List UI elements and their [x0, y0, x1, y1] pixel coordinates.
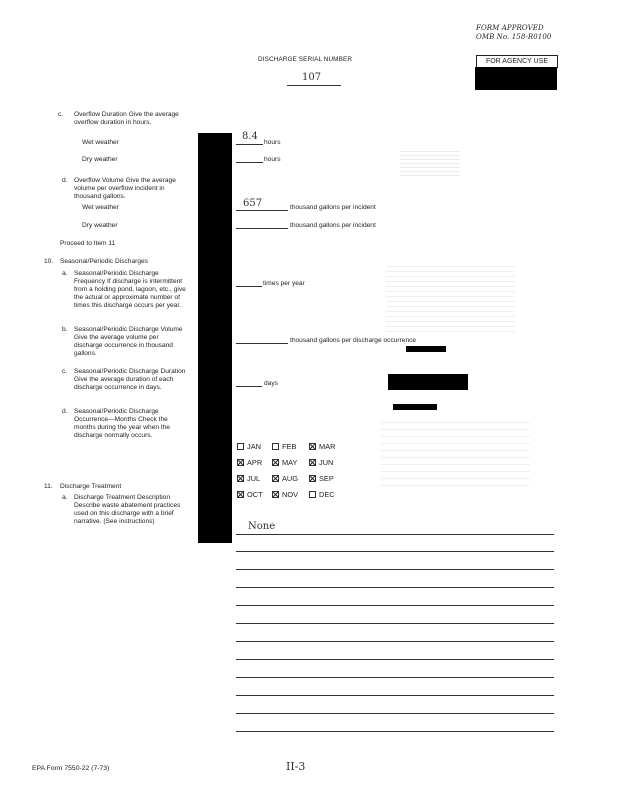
serial-number-line [287, 85, 341, 86]
proceed-note: Proceed to Item 11 [60, 240, 116, 247]
month-checkbox-apr[interactable]: APR [237, 458, 262, 467]
checkbox-box-checked [237, 491, 244, 498]
item-10d-text: Seasonal/Periodic Discharge Occurrence—Months Check the months during the year when the discharge normally occurs. [74, 408, 171, 439]
month-checkbox-jul[interactable]: JUL [237, 474, 260, 483]
item-c-dry-line [236, 162, 263, 163]
checkbox-box-checked [272, 459, 279, 466]
item-d-title: Overflow Volume Give the average volume per overflow incident in thousand gallons. [74, 177, 176, 200]
redaction-d [393, 404, 437, 410]
month-checkbox-oct[interactable]: OCT [237, 490, 263, 499]
item-c-wet-label: Wet weather [82, 139, 119, 146]
checkbox-box [237, 443, 244, 450]
narrative-line [236, 605, 554, 606]
item-10a-line [236, 286, 262, 287]
item-11-title: Discharge Treatment [60, 483, 122, 490]
month-checkbox-dec[interactable]: DEC [309, 490, 335, 499]
item-d-dry-unit: thousand gallons per incident [290, 222, 376, 229]
checkbox-box [309, 491, 316, 498]
item-10a-text: Seasonal/Periodic Discharge Frequency If discharge is intermittent from a holding pond, lagoon, etc., give the actual or approximate number of times this discharge occurs per year. [74, 270, 186, 309]
checkbox-box-checked [309, 459, 316, 466]
treatment-answer: None [248, 521, 276, 532]
item-10-title: Seasonal/Periodic Discharges [60, 258, 148, 265]
narrative-line [236, 659, 554, 660]
show-through-texture [380, 416, 530, 486]
month-checkbox-mar[interactable]: MAR [309, 442, 335, 451]
narrative-line [236, 641, 554, 642]
narrative-line [236, 587, 554, 588]
page-number: II-3 [286, 760, 306, 773]
checkbox-box-checked [272, 491, 279, 498]
item-c-wet-unit: hours [264, 139, 281, 146]
narrative-line [236, 695, 554, 696]
show-through-texture [400, 148, 460, 178]
agency-use-label: FOR AGENCY USE [476, 55, 558, 68]
month-checkbox-nov[interactable]: NOV [272, 490, 298, 499]
item-11a-text: Discharge Treatment Description Describe waste abatement practices used on this discharge with a brief narrative. (See instructions) [74, 494, 181, 525]
item-11-number: 11. [44, 483, 53, 490]
month-checkbox-feb[interactable]: FEB [272, 442, 296, 451]
item-d-wet-line [236, 210, 288, 211]
checkbox-box-checked [309, 443, 316, 450]
narrative-line [236, 534, 554, 535]
item-10d-letter: d. [62, 408, 68, 415]
item-10b-unit: thousand gallons per discharge occurrence [290, 337, 417, 344]
checkbox-box-checked [237, 475, 244, 482]
item-c-dry-unit: hours [264, 156, 281, 163]
narrative-line [236, 551, 554, 552]
month-checkbox-jun[interactable]: JUN [309, 458, 333, 467]
checkbox-box-checked [237, 459, 244, 466]
item-10c-line [236, 386, 262, 387]
item-10c-unit: days [264, 380, 278, 387]
checkbox-box [272, 443, 279, 450]
month-checkbox-may[interactable]: MAY [272, 458, 297, 467]
narrative-line [236, 623, 554, 624]
item-c-dry-label: Dry weather [82, 156, 118, 163]
item-10c-letter: c. [62, 368, 68, 375]
item-10b-line [236, 343, 288, 344]
item-10a-unit: times per year [263, 280, 305, 287]
item-c-title: Overflow Duration Give the average overflow duration in hours. [74, 111, 179, 126]
narrative-line [236, 731, 554, 732]
show-through-texture [386, 262, 516, 332]
serial-number-value: 107 [302, 72, 322, 83]
narrative-line [236, 677, 554, 678]
item-10c-text: Seasonal/Periodic Discharge Duration Give the average duration of each discharge occurrence in days. [74, 368, 186, 391]
narrative-line [236, 569, 554, 570]
redaction-b [406, 346, 446, 352]
checkbox-box-checked [309, 475, 316, 482]
omb-number: OMB No. 158-R0100 [476, 33, 552, 41]
item-d-letter: d. [62, 177, 68, 184]
item-d-wet-unit: thousand gallons per incident [290, 204, 376, 211]
item-c-wet-line [236, 144, 263, 145]
month-checkbox-aug[interactable]: AUG [272, 474, 298, 483]
item-d-wet-value: 657 [243, 198, 263, 209]
item-11a-letter: a. [62, 494, 68, 501]
month-checkbox-jan[interactable]: JAN [237, 442, 261, 451]
item-10b-letter: b. [62, 326, 68, 333]
item-d-wet-label: Wet weather [82, 204, 119, 211]
serial-number-label: DISCHARGE SERIAL NUMBER [258, 56, 353, 63]
checkbox-box-checked [272, 475, 279, 482]
item-c-letter: c. [58, 111, 64, 118]
narrative-line [236, 713, 554, 714]
redaction-c [388, 374, 468, 390]
item-10a-letter: a. [62, 270, 68, 277]
form-approved-label: FORM APPROVED [476, 24, 544, 32]
item-10b-text: Seasonal/Periodic Discharge Volume Give the average volume per discharge occurrence in thousand gallons. [74, 326, 183, 357]
item-d-dry-label: Dry weather [82, 222, 118, 229]
form-id: EPA Form 7550-22 (7-73) [32, 765, 110, 772]
month-checkbox-sep[interactable]: SEP [309, 474, 334, 483]
item-c-wet-value: 8.4 [242, 131, 258, 142]
item-10-number: 10. [44, 258, 54, 265]
agency-use-redaction [475, 67, 557, 90]
item-d-dry-line [236, 228, 288, 229]
redaction-bar [198, 133, 232, 543]
